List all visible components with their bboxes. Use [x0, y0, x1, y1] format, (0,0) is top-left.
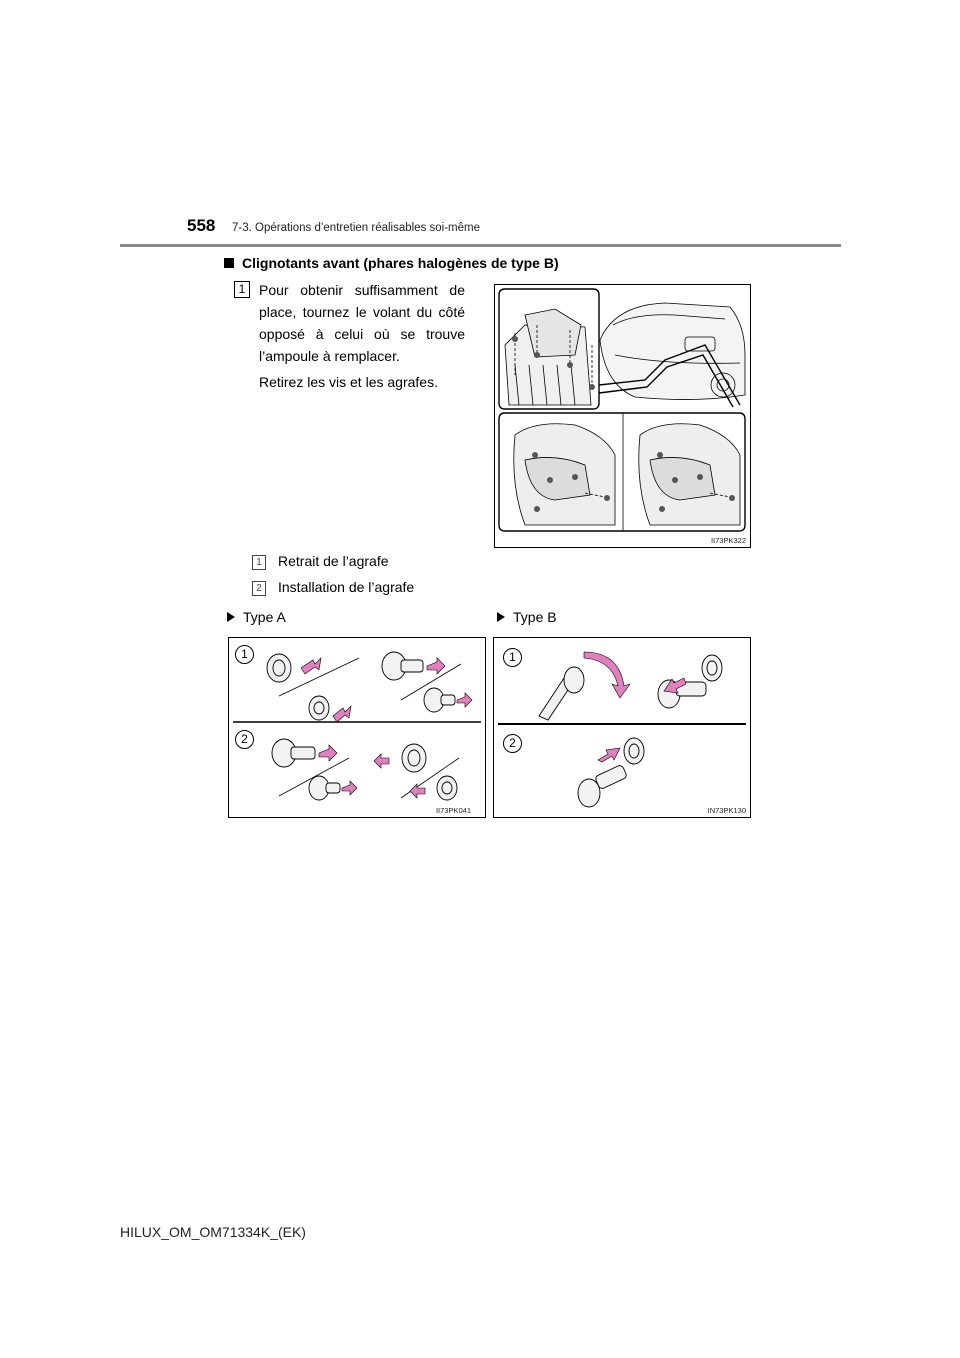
type-a-label: Type A: [227, 609, 286, 625]
main-illustration: [494, 284, 751, 548]
legend-text: Retrait de l’agrafe: [278, 553, 389, 569]
figure-code: II73PK322: [710, 536, 746, 545]
figure-step-1: 1: [235, 645, 254, 664]
figure-code: II73PK041: [435, 806, 471, 815]
type-b-illustration: [493, 637, 751, 818]
triangle-bullet-icon: [227, 612, 235, 622]
footer-document-code: HILUX_OM_OM71334K_(EK): [120, 1224, 306, 1240]
step-paragraph-2: Retirez les vis et les agrafes.: [259, 374, 438, 390]
step-number: 1: [234, 281, 250, 298]
legend-item: [252, 553, 389, 570]
heading-text: Clignotants avant (phares halogènes de type B): [242, 255, 559, 271]
clip-type-b-diagram: [494, 638, 750, 817]
page-number: 558: [187, 216, 216, 235]
square-bullet-icon: [224, 258, 234, 268]
figure-step-2: 2: [235, 730, 254, 749]
type-a-illustration: [228, 637, 486, 818]
legend-number: 2: [252, 581, 266, 596]
step-paragraph-1: Pour obtenir suffisamment de place, tournez le volant du côté opposé à celui où se trouve l’ampoule à remplacer.: [259, 282, 465, 364]
figure-code: IN73PK130: [707, 806, 746, 815]
legend-number: 1: [252, 555, 266, 570]
headlight-illustration: [495, 285, 750, 547]
header-rule: [120, 244, 841, 247]
section-title: 7-3. Opérations d’entretien réalisables soi-même: [232, 222, 481, 234]
type-b-label: Type B: [497, 609, 557, 625]
section-heading: [224, 255, 559, 271]
clip-type-a-diagram: [229, 638, 485, 817]
legend-text: Installation de l’agrafe: [278, 579, 415, 595]
legend-item: [252, 579, 414, 596]
figure-step-1: 1: [503, 648, 522, 667]
triangle-bullet-icon: [497, 612, 505, 622]
figure-step-2: 2: [503, 734, 522, 753]
